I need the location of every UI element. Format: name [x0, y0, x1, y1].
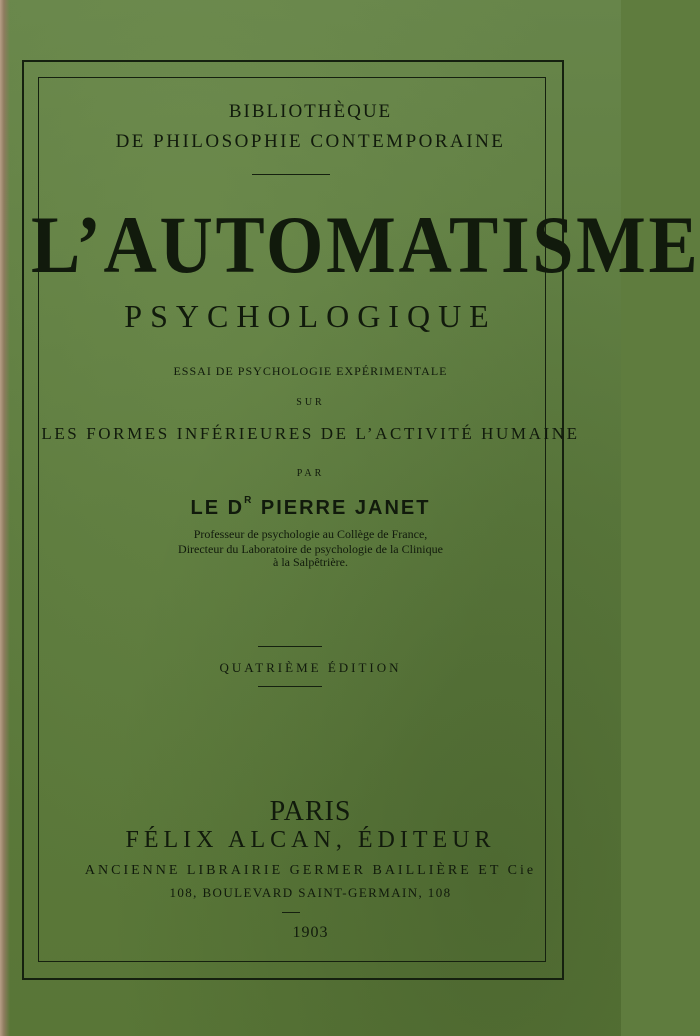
book-title: L’AUTOMATISME: [31, 199, 700, 290]
author-credential-2: Directeur du Laboratoire de psychologie de la Clinique: [178, 542, 443, 556]
author-credential-1: Professeur de psychologie au Collège de France,: [193, 527, 428, 541]
edition-label: QUATRIÈME ÉDITION: [219, 660, 402, 675]
essay-description: ESSAI DE PSYCHOLOGIE EXPÉRIMENTALE: [173, 364, 448, 378]
connector-par: PAR: [296, 468, 325, 479]
publication-year: 1903: [292, 924, 329, 941]
series-title-line1: BIBLIOTHÈQUE: [228, 101, 393, 122]
connector-sur: SUR: [296, 397, 325, 408]
author-name: [0, 497, 621, 520]
author-prefix-superscript: R: [244, 495, 254, 506]
divider-rule: [252, 174, 330, 175]
author-surname: PIERRE JANET: [253, 497, 431, 519]
divider-rule: [258, 646, 322, 647]
former-bookshop: ANCIENNE LIBRAIRIE GERMER BAILLIÈRE ET Cie: [84, 863, 537, 878]
divider-rule: [258, 686, 322, 687]
series-title-line2: DE PHILOSOPHIE CONTEMPORAINE: [115, 131, 506, 152]
author-prefix: LE D: [190, 497, 245, 519]
forms-description: LES FORMES INFÉRIEURES DE L’ACTIVITÉ HUMAINE: [41, 424, 580, 443]
publisher-address: 108, BOULEVARD SAINT-GERMAIN, 108: [169, 885, 452, 900]
publication-city: PARIS: [269, 796, 352, 827]
publisher-name: FÉLIX ALCAN, ÉDITEUR: [125, 827, 496, 853]
author-credential-3: à la Salpêtrière.: [273, 555, 348, 569]
book-subtitle: PSYCHOLOGIQUE: [124, 298, 497, 334]
divider-rule: [282, 912, 300, 913]
